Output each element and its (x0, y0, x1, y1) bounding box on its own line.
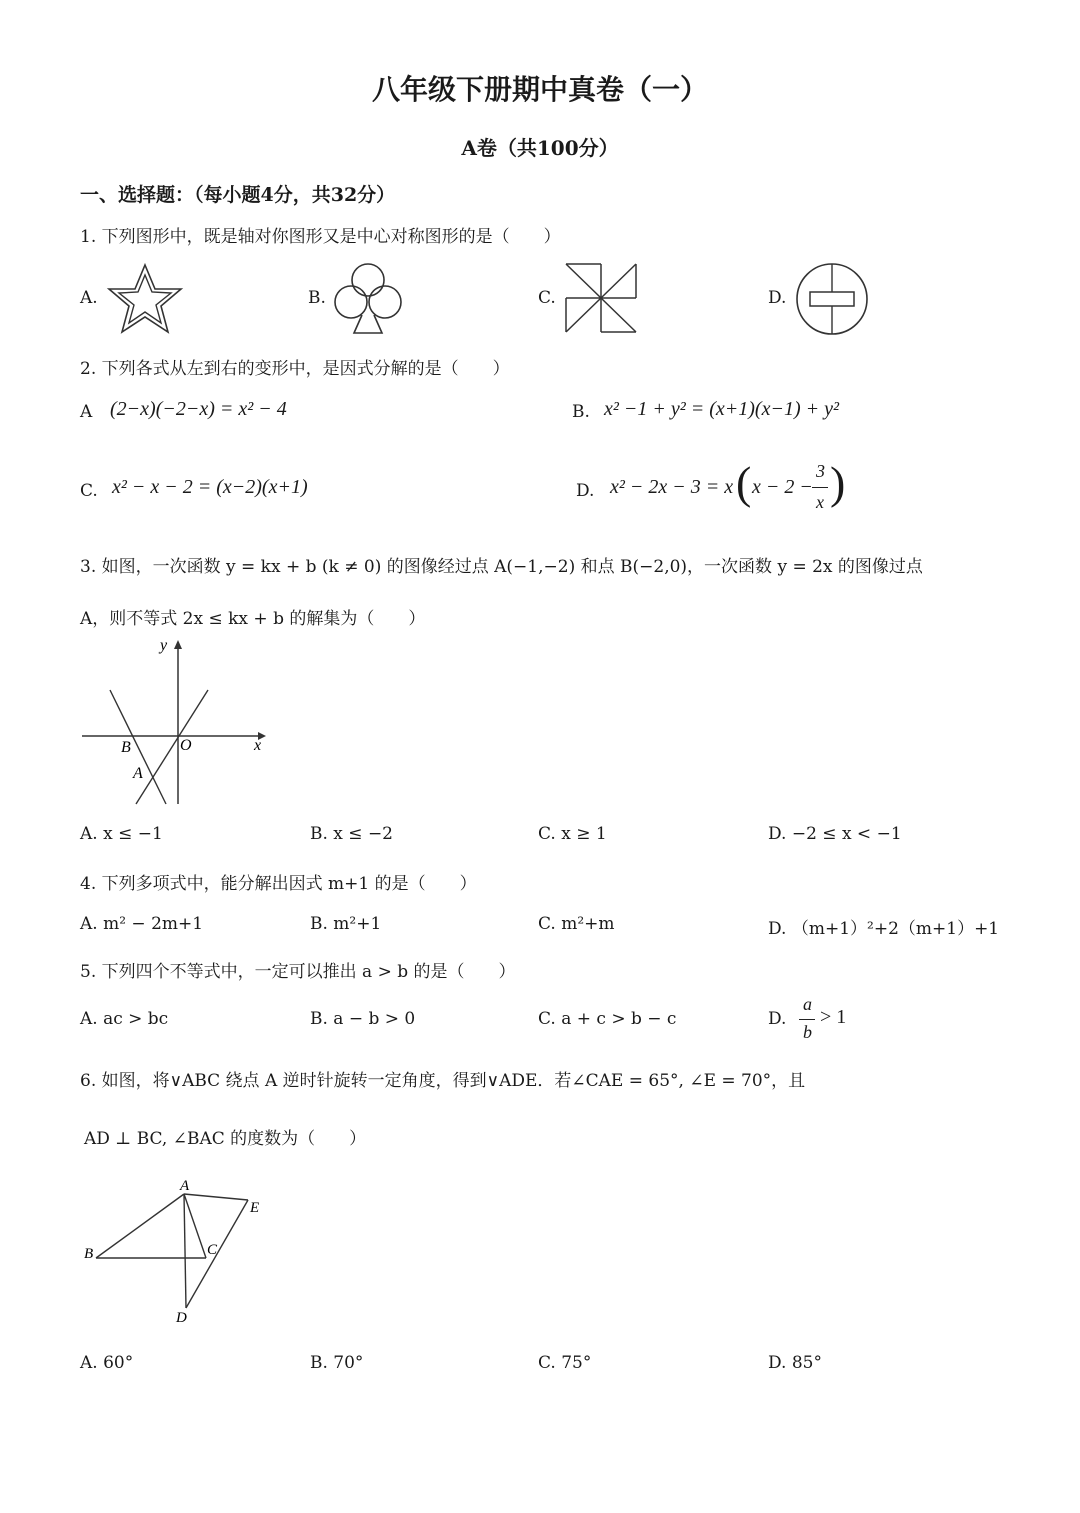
label-b: B (121, 739, 131, 756)
q3-option-b: B. x ≤ −2 (310, 824, 393, 844)
q3-option-d: D. −2 ≤ x < −1 (768, 824, 902, 844)
circle-rect-icon (793, 260, 871, 338)
label-a: A (133, 765, 143, 782)
q4-option-c: C. m²+m (538, 914, 615, 934)
q3-graph (78, 632, 278, 812)
club-icon (332, 260, 404, 336)
q5-option-c: C. a + c > b − c (538, 1009, 677, 1029)
q2-expr-b: x² −1 + y² = (x+1)(x−1) + y² (604, 398, 839, 420)
page-title: 八年级下册期中真卷（一） (371, 73, 708, 106)
segment-ab (96, 1194, 184, 1258)
q2-expr-d-lparen: ( (736, 457, 752, 508)
q3-line1: 3. 如图，一次函数 y = kx + b (k ≠ 0) 的图像经过点 A(−1,−2) 和点 B(−2,0)，一次函数 y = 2x 的图像过点 (80, 557, 923, 577)
label-y: y (160, 637, 168, 654)
label-c: C (207, 1242, 218, 1258)
q2-expr-d-left: x² − 2x − 3 = x (610, 476, 734, 498)
q6-option-d: D. 85° (768, 1353, 822, 1373)
q4-option-b: B. m²+1 (310, 914, 382, 934)
q1-option-a: A. (80, 288, 98, 308)
label-a: A (180, 1178, 190, 1194)
q6-line2: AD ⊥ BC, ∠BAC 的度数为（ ） (84, 1129, 367, 1149)
segment-ae (184, 1194, 248, 1200)
q4-stem: 4. 下列多项式中，能分解出因式 m+1 的是（ ） (80, 874, 477, 894)
q6-line1: 6. 如图，将∨ABC 绕点 A 逆时针旋转一定角度，得到∨ADE．若∠CAE = 65°, ∠E = 70°，且 (80, 1071, 806, 1091)
q5-frac-num: a (803, 994, 812, 1014)
q2-expr-d-num: 3 (816, 461, 825, 481)
q2-expr-c: x² − x − 2 = (x−2)(x+1) (112, 476, 308, 498)
pinwheel-icon (563, 262, 639, 334)
q4-option-d: D. （m+1）²+2（m+1）+1 (768, 919, 1000, 939)
q2-stem: 2. 下列各式从左到右的变形中，是因式分解的是（ ） (80, 359, 510, 379)
q2-fraction-bar (812, 487, 828, 488)
y-arrow-icon (174, 640, 182, 649)
section-heading: 一、选择题：（每小题4分，共32分） (80, 184, 396, 206)
line-2x (136, 690, 208, 804)
q5-option-d: D. (768, 1009, 787, 1029)
segment-ac (184, 1194, 206, 1258)
q3-option-c: C. x ≥ 1 (538, 824, 607, 844)
q6-option-a: A. 60° (80, 1353, 134, 1373)
q1-stem: 1. 下列图形中，既是轴对你图形又是中心对称图形的是（ ） (80, 227, 561, 247)
q2-label-a: A (80, 402, 93, 422)
line-kx-b (110, 690, 166, 804)
q2-expr-d-den: x (816, 492, 824, 512)
q2-expr-a: (2−x)(−2−x) = x² − 4 (110, 398, 287, 420)
q3-option-a: A. x ≤ −1 (80, 824, 163, 844)
q2-expr-d-mid: x − 2 − (752, 476, 813, 498)
q2-label-d: D. (576, 481, 595, 501)
q2-label-b: B. (572, 402, 590, 422)
label-origin: O (180, 737, 192, 754)
star-icon (105, 262, 185, 334)
q5-stem: 5. 下列四个不等式中，一定可以推出 a > b 的是（ ） (80, 962, 516, 982)
label-e: E (250, 1200, 260, 1216)
label-d: D (176, 1310, 187, 1326)
q1-option-c: C. (538, 288, 556, 308)
q5-frac-den: b (803, 1022, 812, 1042)
q5-option-a: A. ac > bc (80, 1009, 169, 1029)
q1-option-b: B. (308, 288, 326, 308)
q5-option-b: B. a − b > 0 (310, 1009, 416, 1029)
q5-fraction-bar (799, 1019, 815, 1020)
q5-frac-tail: > 1 (820, 1006, 847, 1028)
q6-figure (80, 1176, 280, 1326)
page-subtitle: A卷（共100分） (461, 136, 619, 160)
label-x: x (254, 737, 262, 754)
label-b: B (84, 1246, 94, 1262)
q4-option-a: A. m² − 2m+1 (80, 914, 204, 934)
q2-expr-d-rparen: ) (830, 457, 846, 508)
q6-option-c: C. 75° (538, 1353, 592, 1373)
segment-ad (184, 1194, 186, 1308)
q1-option-d: D. (768, 288, 787, 308)
q6-option-b: B. 70° (310, 1353, 364, 1373)
q2-label-c: C. (80, 481, 98, 501)
q3-line2: A，则不等式 2x ≤ kx + b 的解集为（ ） (80, 609, 426, 629)
